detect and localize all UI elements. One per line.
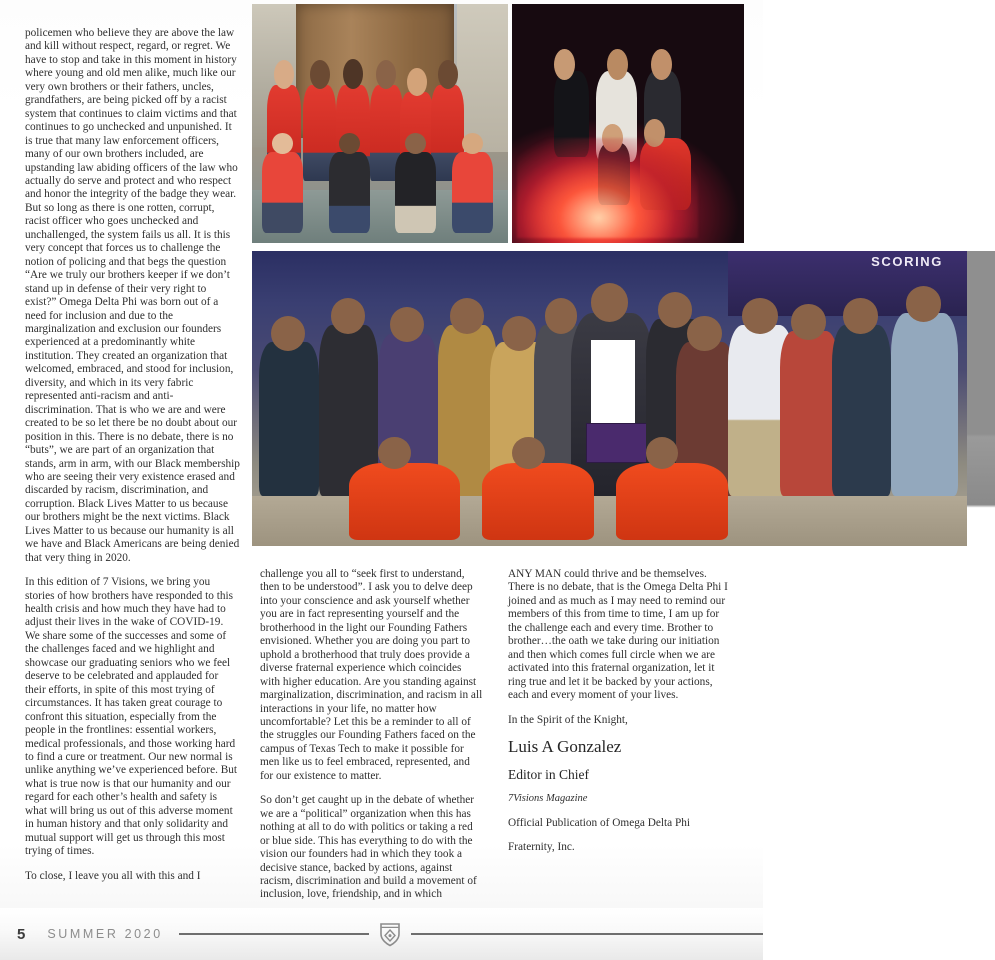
magazine-name: 7Visions Magazine — [508, 792, 588, 804]
paragraph: policemen who believe they are above the law and kill without respect, regard, or regret. We have to stop and take in this moment in history where young and old men alike, much like our very own brothers or their fathers, uncles, grandfathers, are being picked off by a racist system that continues to claim victims and that continues to go unchecked and unpunished. It is true that many law enforcement officers, many of our own brothers included, are upstanding law abiding officers of the law who actually do serve and protect and who respect and honor the integrity of the badge they wear. But so long as there is one rotten, corrupt, racist officer who goes unchecked and unchallenged, the system fails us all. It is this very concept that forces us to challenge the notion of policing and that begs the question “Are we truly our brothers keeper if we don’t stand up in defense of their very right to exist?” Omega Delta Phi was born out of a need for inclusion and due to the marginalization and exclusion our founders experienced at a predominantly white institution. They created an organization that welcomed, embraced, and stood for inclusion, diversity, and which in its very fabric represented anti-racism and anti-discrimination. That is who we are and were created to be so let there be no doubt about our position in this. There is no debate, there is no “buts”, we are part of an organization that stands, arm in arm, with our Black membership who are seeing their very existence erased and discarded by racism, discrimination, and corruption. Black Lives Matter to us because our brothers might be the next victims. Black Lives Matter to us because our humanity is all we have and Black Americans are being denied that very thing in 2020. — [25, 27, 240, 564]
closing-salutation: In the Spirit of the Knight, — [508, 713, 628, 726]
scoring-banner-text: SCORING — [871, 253, 943, 269]
graduation-group-photo — [252, 251, 995, 546]
publisher-line-2: Fraternity, Inc. — [508, 841, 575, 854]
fraternity-group-red-shirts-photo — [252, 4, 508, 243]
night-pool-red-light-photo — [512, 4, 744, 243]
article-column-left — [25, 27, 240, 894]
footer-rule-right — [411, 933, 763, 935]
page-footer — [0, 908, 763, 960]
paragraph: To close, I leave you all with this and I — [25, 869, 201, 882]
photo-collage — [250, 0, 943, 548]
publisher-line-1: Official Publication of Omega Delta Phi — [508, 816, 691, 829]
paragraph: challenge you all to “seek first to understand, then to be understood”. I ask you to delve deep into your conscience and ask yourself whether you are in fact representing yourself and the brotherhood in the light our Founding Fathers envisioned. Whether you are doing you part to uphold a brotherhood that truly does provide a diverse fraternal experience which coincides with higher education. Are you standing against marginalization, discrimination, and racism in all interactions in your life, no matter how uncomfortable? Let this be a reminder to all of the struggles our Founding Fathers faced on the campus of Texas Tech to make it possible for men like us to feel embraced, represented, and for our existence to matter. — [260, 568, 483, 782]
editor-role: Editor in Chief — [508, 766, 589, 782]
shield-icon — [379, 921, 401, 947]
issue-label: SUMMER 2020 — [47, 927, 163, 941]
footer-rule-left — [179, 933, 369, 935]
article-column-right — [508, 568, 732, 865]
paragraph: In this edition of 7 Visions, we bring you stories of how brothers have responded to this health crisis and how much they have had to adjust their lives in the wake of COVID-19. We share some of the successes and some of the challenges faced and we highlight and showcase our graduating seniors who we feel deserve to be celebrated and applauded for their efforts, in spite of this most trying of circumstances. It has taken great courage to confront this situation, especially from the people in the frontlines: essential workers, medical professionals, and those working hard to find a cure or treatment. Our new normal is unlike anything we’ve experienced before. But what is true now is that our humanity and our regard for each other’s health and safety is what will bring us out of this adverse moment in human history and that only solidarity and mutual support will get us through this most trying of times. — [25, 576, 238, 858]
paragraph: ANY MAN could thrive and be themselves. There is no debate, that is the Omega Delta Phi I joined and as much as I may need to remind our members of this from time to time, I am up for the challenge each and every time. Brother to brother…the oath we take during our initiation and then which comes full circle when we are activated into this fraternal organization, let it ring true and let it be backed by your actions, each and every moment of your lives. — [508, 568, 728, 702]
article-column-middle — [260, 568, 484, 913]
editor-name: Luis A Gonzalez — [508, 736, 622, 756]
page-number: 5 — [17, 925, 26, 943]
paragraph: So don’t get caught up in the debate of whether we are a “political” organization when this has nothing at all to do with politics or taking a red or blue side. This has everything to do with the vision our founders had in which they took a decisive stance, backed by actions, against racism, discrimination and build a movement of inclusion, love, friendship, and in which — [260, 794, 477, 901]
